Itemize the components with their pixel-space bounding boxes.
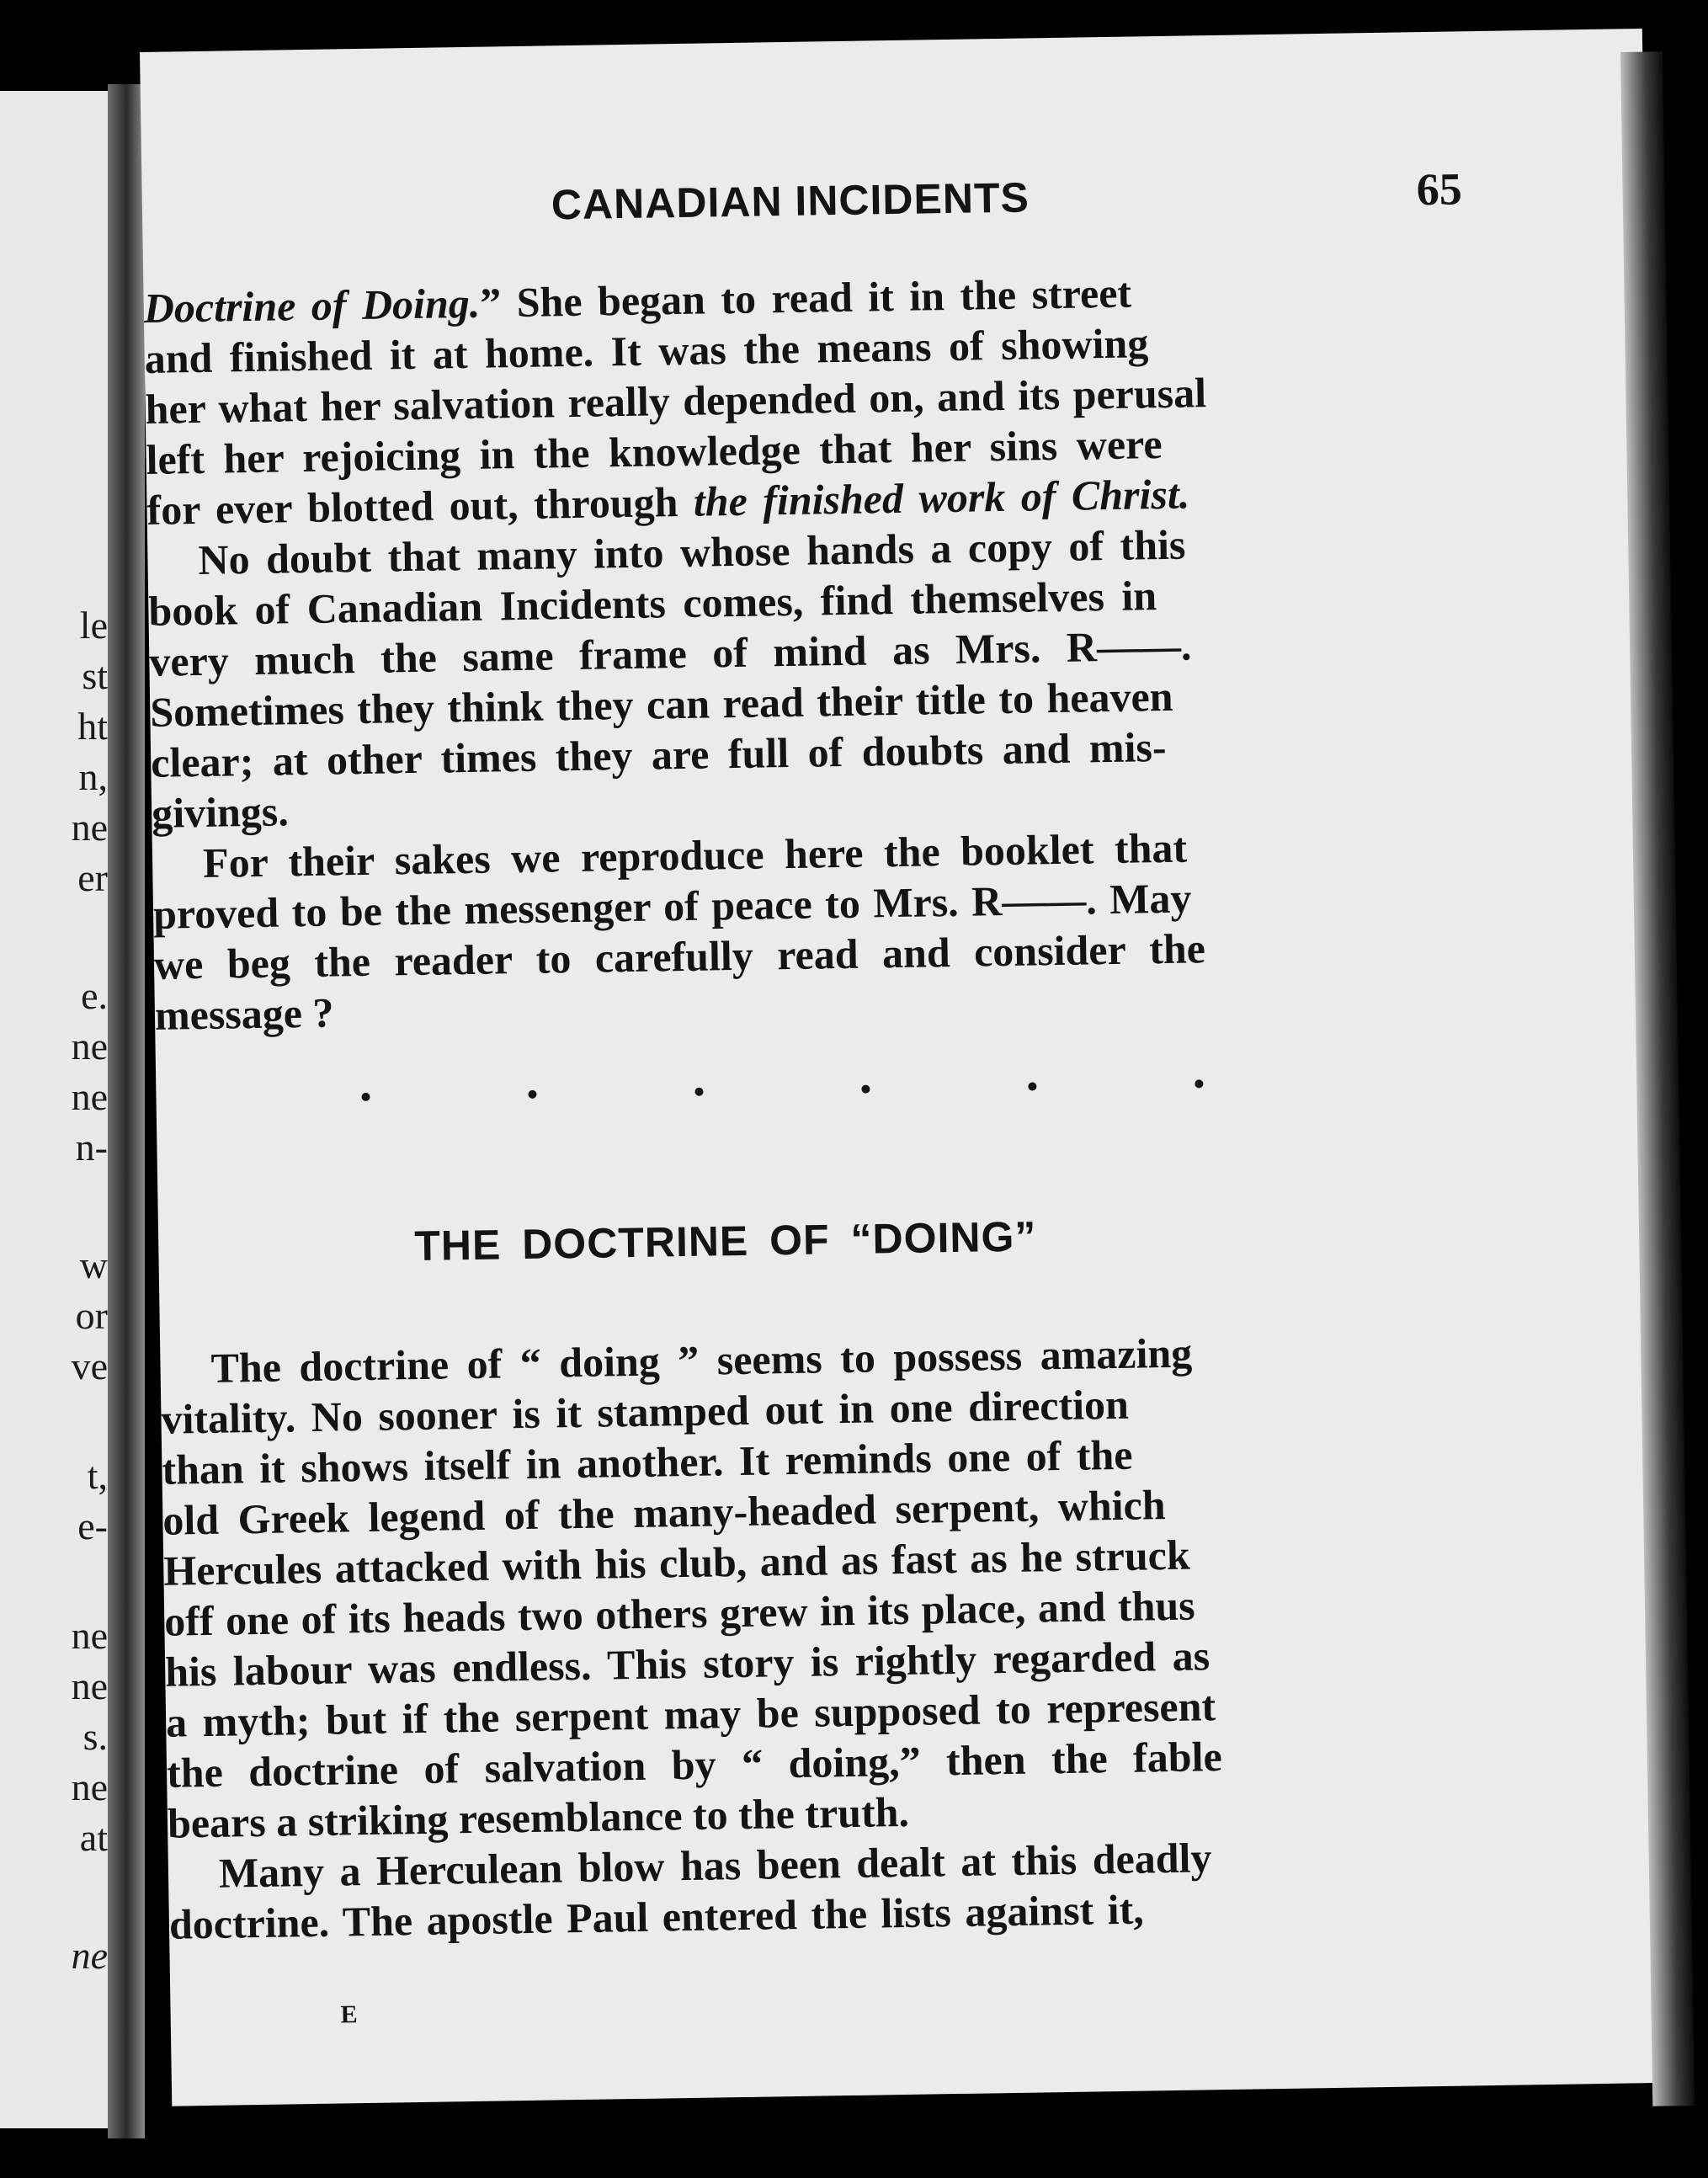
left-page-fragment: ne [71,1614,108,1657]
left-page-fragment: ne [71,1075,108,1118]
text-line: Sometimes they think they can read their title to heaven [149,672,1173,736]
left-page-fragment: or [75,1294,108,1337]
text-line: Many a Herculean blow has been dealt at this deadly [218,1834,1212,1897]
text-line: we beg the reader to carefully read and consider the [153,924,1206,988]
text-line: his labour was endless. This story is rightly regarded as [164,1632,1210,1696]
left-page-fragment: ne [71,1934,108,1977]
ornament-dot [1028,1082,1036,1090]
left-page-fragment: ne [71,1765,108,1808]
italic-title-reference: Doctrine of Doing. [143,279,481,332]
text-line: proved to be the messenger of peace to Mrs. R——. May [152,874,1192,938]
left-page-fragment: at [79,1816,108,1859]
text-line: clear; at other times they are full of doubts and mis- [150,722,1167,786]
text-line: givings. [151,787,290,837]
left-page-fragment: ne [71,1664,108,1707]
left-page-fragment: e. [81,974,108,1017]
running-head: CANADIAN INCIDENTS [551,173,1030,229]
text-span: ” She began to read it in the street [479,269,1132,327]
left-page-fragment: le [79,604,108,647]
text-line: The doctrine of “ doing ” seems to possess amazing [210,1329,1193,1392]
text-line: very much the same frame of mind as Mrs. R——. [148,621,1192,685]
text-line: doctrine. The apostle Paul entered the lists against it, [168,1885,1145,1948]
page-number: 65 [1416,163,1463,216]
left-page-fragment: n, [78,755,108,798]
italic-emphasis: the finished work of Christ. [693,470,1190,525]
ornament-dot [1195,1079,1203,1088]
left-page-fragment: e- [77,1504,108,1547]
book-gutter [108,84,145,2138]
left-page-fragment: t, [87,1454,108,1497]
ornament-dot [361,1093,370,1101]
ornament-dot [861,1085,870,1094]
text-line: left her rejoicing in the knowledge that her sins were [146,419,1163,483]
text-line: a myth; but if the serpent may be supposed to represent [165,1682,1216,1746]
left-page-fragment: st [82,654,108,697]
text-line: No doubt that many into whose hands a copy of this [198,520,1186,583]
left-page-fragment: ne [71,806,108,849]
text-line: the doctrine of salvation by “ doing,” then the fable [166,1733,1223,1797]
left-page-fragment: n- [75,1126,108,1169]
text-line: than it shows itself in another. It reminds one of the [162,1430,1133,1494]
text-line: book of Canadian Incidents comes, find themselves in [147,572,1157,635]
ornament-dot [528,1090,536,1099]
left-facing-page [0,91,111,2128]
text-line: Hercules attacked with his club, and as fast as he struck [162,1531,1191,1595]
text-line: old Greek legend of the many-headed serpent, which [162,1481,1166,1544]
page-65 [140,29,1674,2106]
text-line: bears a striking resemblance to the truth. [167,1787,910,1847]
text-line: For their sakes we reproduce here the booklet that [202,823,1188,887]
left-page-fragment: er [77,856,108,899]
section-title: THE DOCTRINE OF “DOING” [413,1212,1037,1270]
left-page-fragment: ne [71,1025,108,1068]
left-page-fragment: ve [71,1345,108,1387]
left-page-fragment: s. [82,1715,108,1758]
left-page-fragment: w [79,1243,108,1286]
text-span: for ever blotted out, through [146,477,694,534]
left-page-fragment: ht [77,705,108,748]
ornament-dot [694,1088,703,1096]
text-line: off one of its heads two others grew in its place, and thus [163,1581,1196,1645]
signature-mark: E [340,2000,358,2029]
text-line: and finished it at home. It was the means of showing [144,319,1149,382]
text-line: vitality. No sooner is it stamped out in one direction [161,1380,1130,1443]
text-line: message ? [154,988,334,1039]
text-line: her what her salvation really depended on, and its perusal [145,369,1207,433]
